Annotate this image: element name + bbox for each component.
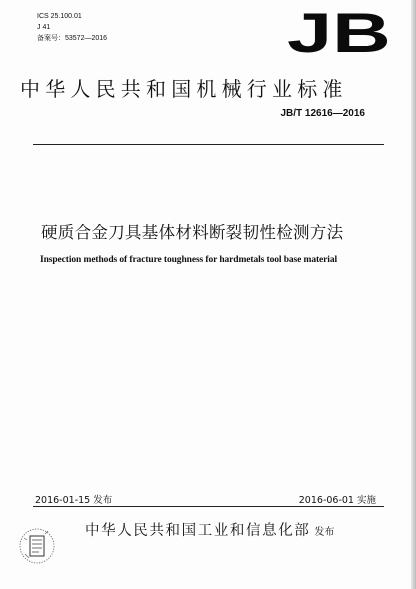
issuing-authority bbox=[85, 519, 385, 540]
class-code: J 41 bbox=[37, 24, 51, 31]
jb-logo: JB bbox=[287, 1, 391, 64]
seal-stamp-icon bbox=[17, 524, 57, 568]
filing-number: 备案号：53572—2016 bbox=[37, 35, 108, 42]
issuer-name: 中华人民共和国工业和信息化部 bbox=[85, 523, 311, 539]
chinese-title: 硬质合金刀具基体材料断裂韧性检测方法 bbox=[41, 223, 344, 242]
industry-standard-title: 中华人民共和国机械行业标准 bbox=[20, 77, 348, 101]
scan-edge bbox=[411, 0, 416, 589]
standard-number: JB/T 12616—2016 bbox=[280, 108, 365, 119]
english-title: Inspection methods of fracture toughness for hardmetals tool base material bbox=[40, 255, 338, 265]
publish-date: 2016-01-15 发布 bbox=[35, 495, 113, 506]
header-divider bbox=[33, 144, 384, 145]
footer-divider bbox=[33, 506, 384, 507]
implement-date: 2016-06-01 实施 bbox=[298, 495, 376, 506]
issuer-action: 发布 bbox=[314, 527, 335, 538]
ics-code: ICS 25.100.01 bbox=[37, 13, 82, 20]
classification-block bbox=[37, 11, 107, 44]
